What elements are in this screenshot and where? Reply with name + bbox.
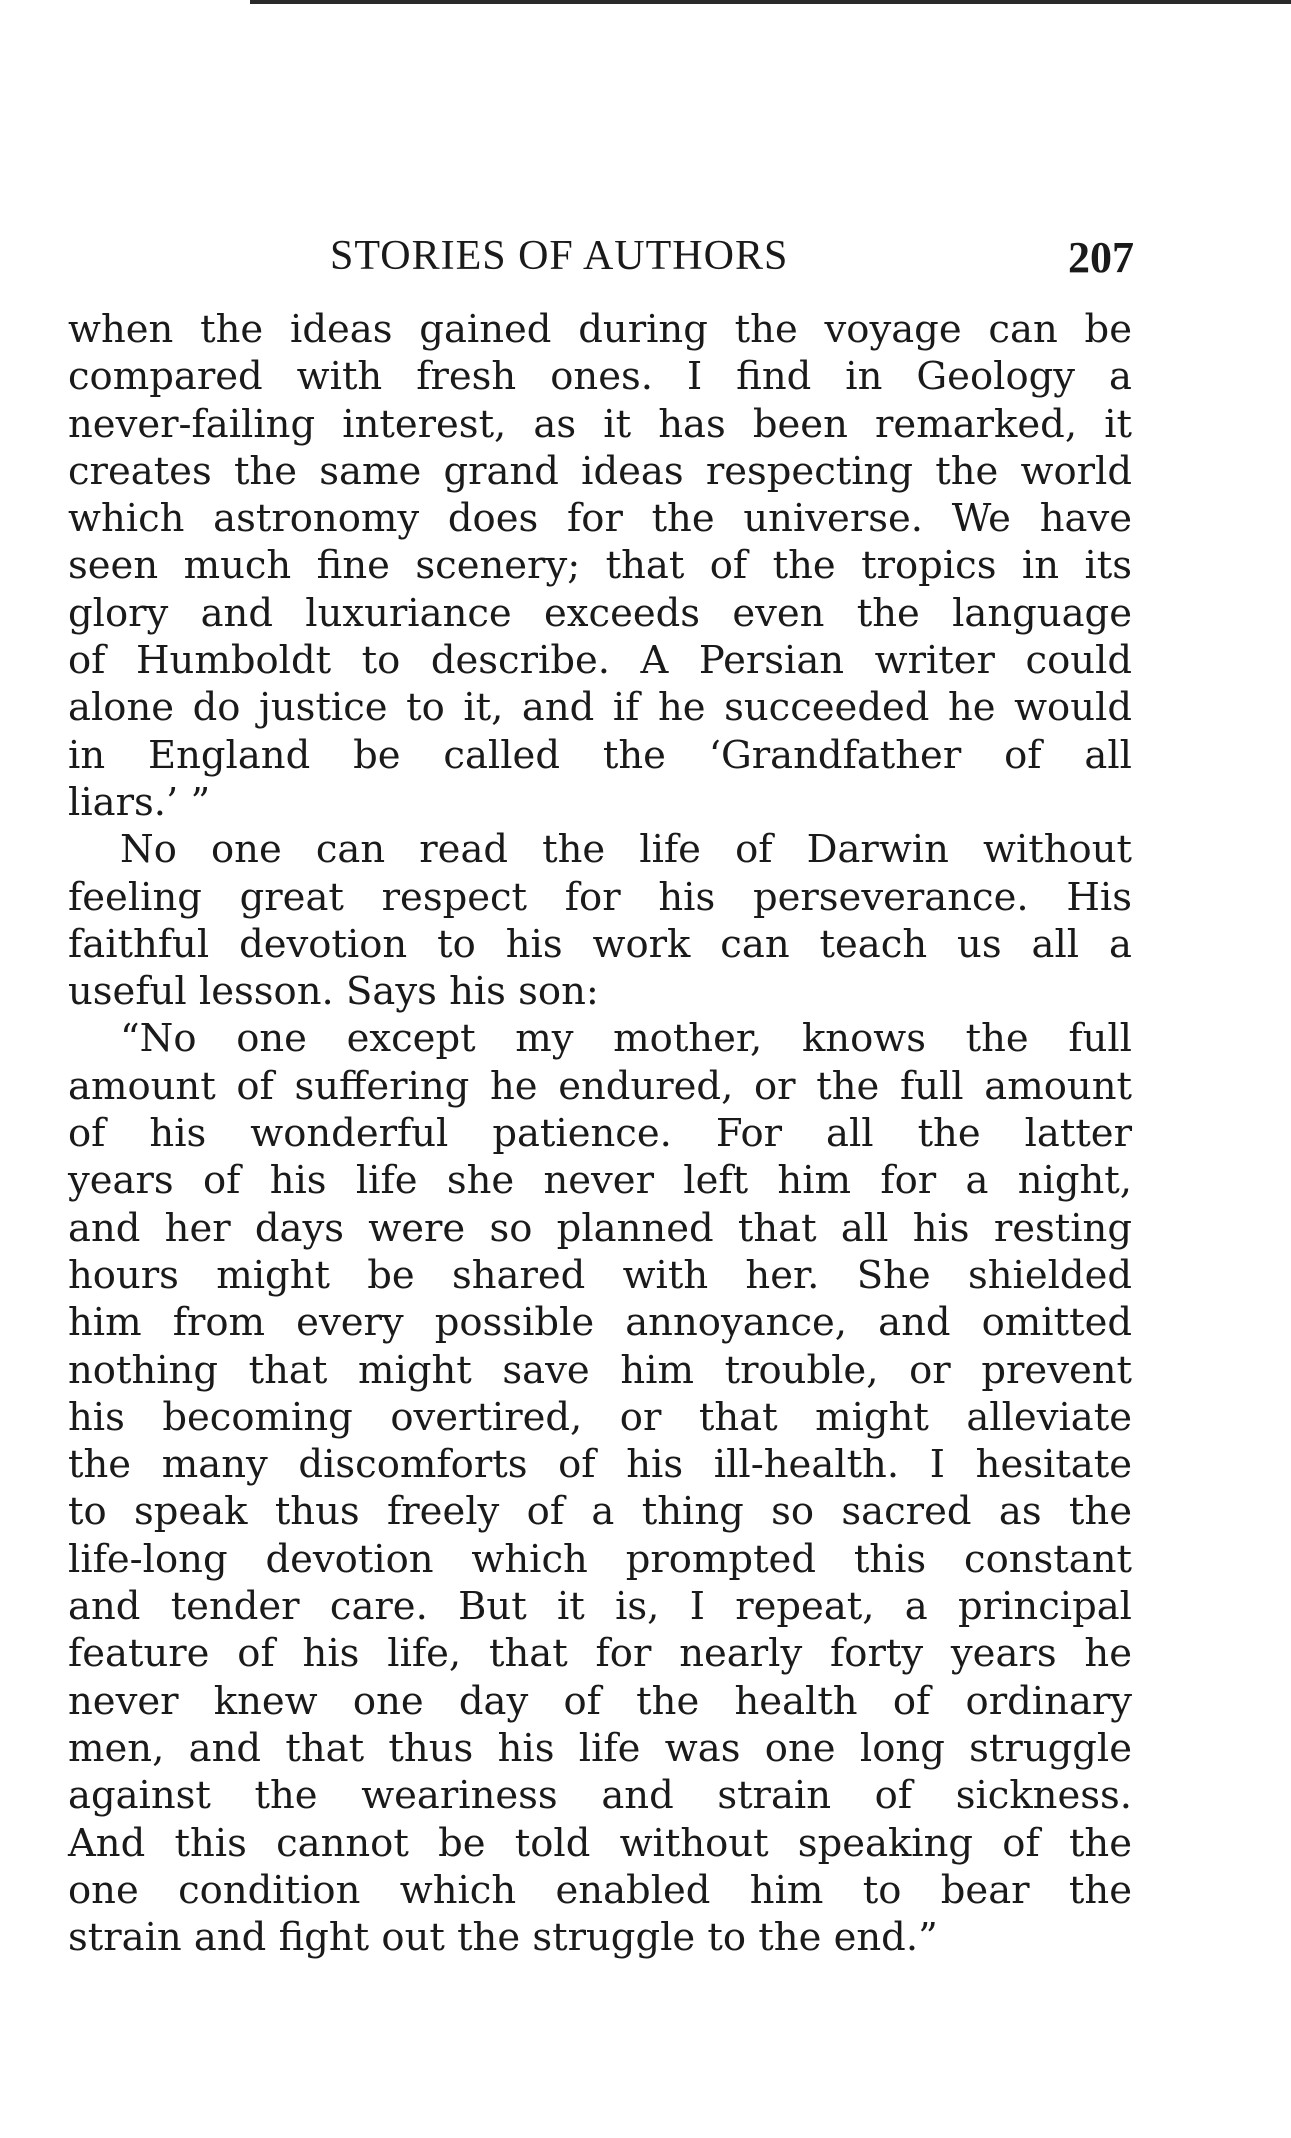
page-header <box>330 232 1134 292</box>
text-line: strain and fight out the struggle to the end.” <box>68 1915 938 1961</box>
text-line: creates the same grand ideas respecting the world <box>68 448 1132 494</box>
top-rule <box>250 0 1291 4</box>
text-line: feature of his life, that for nearly forty years he <box>68 1631 1132 1677</box>
text-line: seen much fine scenery; that of the tropics in its <box>68 543 1132 589</box>
text-line: one condition which enabled him to bear the <box>68 1867 1132 1913</box>
page-body <box>68 306 1132 1961</box>
text-line: alone do justice to it, and if he succeeded he would <box>68 685 1132 731</box>
text-line: useful lesson. Says his son: <box>68 969 599 1015</box>
page-number: 207 <box>1068 233 1134 282</box>
text-line: his becoming overtired, or that might alleviate <box>68 1394 1132 1440</box>
text-line: of his wonderful patience. For all the latter <box>68 1111 1132 1157</box>
text-line: hours might be shared with her. She shielded <box>68 1252 1132 1298</box>
text-line: against the weariness and strain of sickness. <box>68 1773 1132 1819</box>
text-line: “No one except my mother, knows the full <box>120 1016 1132 1062</box>
text-line: him from every possible annoyance, and omitted <box>68 1300 1132 1346</box>
text-line: No one can read the life of Darwin without <box>120 827 1132 873</box>
text-line: which astronomy does for the universe. We have <box>68 496 1132 542</box>
running-head: STORIES OF AUTHORS <box>330 233 789 279</box>
text-line: when the ideas gained during the voyage can be <box>68 307 1132 352</box>
text-line: to speak thus freely of a thing so sacred as the <box>68 1489 1132 1535</box>
text-line: liars.’ ” <box>68 779 211 825</box>
text-line: faithful devotion to his work can teach us all a <box>68 921 1132 967</box>
text-line: of Humboldt to describe. A Persian writer could <box>68 638 1132 684</box>
text-line: the many discomforts of his ill-health. I hesitate <box>68 1442 1132 1488</box>
text-line: and her days were so planned that all his resting <box>68 1205 1132 1251</box>
text-line: never knew one day of the health of ordinary <box>68 1678 1132 1724</box>
text-line: life-long devotion which prompted this constant <box>68 1536 1132 1582</box>
text-line: And this cannot be told without speaking of the <box>68 1820 1132 1866</box>
text-line: compared with fresh ones. I find in Geology a <box>68 354 1132 400</box>
text-line: never-failing interest, as it has been remarked, it <box>68 401 1132 447</box>
text-line: glory and luxuriance exceeds even the language <box>68 590 1132 636</box>
text-line: feeling great respect for his perseverance. His <box>68 874 1132 920</box>
text-line: nothing that might save him trouble, or prevent <box>68 1347 1132 1393</box>
text-line: men, and that thus his life was one long struggle <box>68 1725 1132 1771</box>
text-line: amount of suffering he endured, or the full amount <box>68 1063 1132 1109</box>
text-line: years of his life she never left him for a night, <box>68 1158 1132 1204</box>
text-line: and tender care. But it is, I repeat, a principal <box>68 1584 1132 1630</box>
text-line: in England be called the ‘Grandfather of all <box>68 732 1132 778</box>
